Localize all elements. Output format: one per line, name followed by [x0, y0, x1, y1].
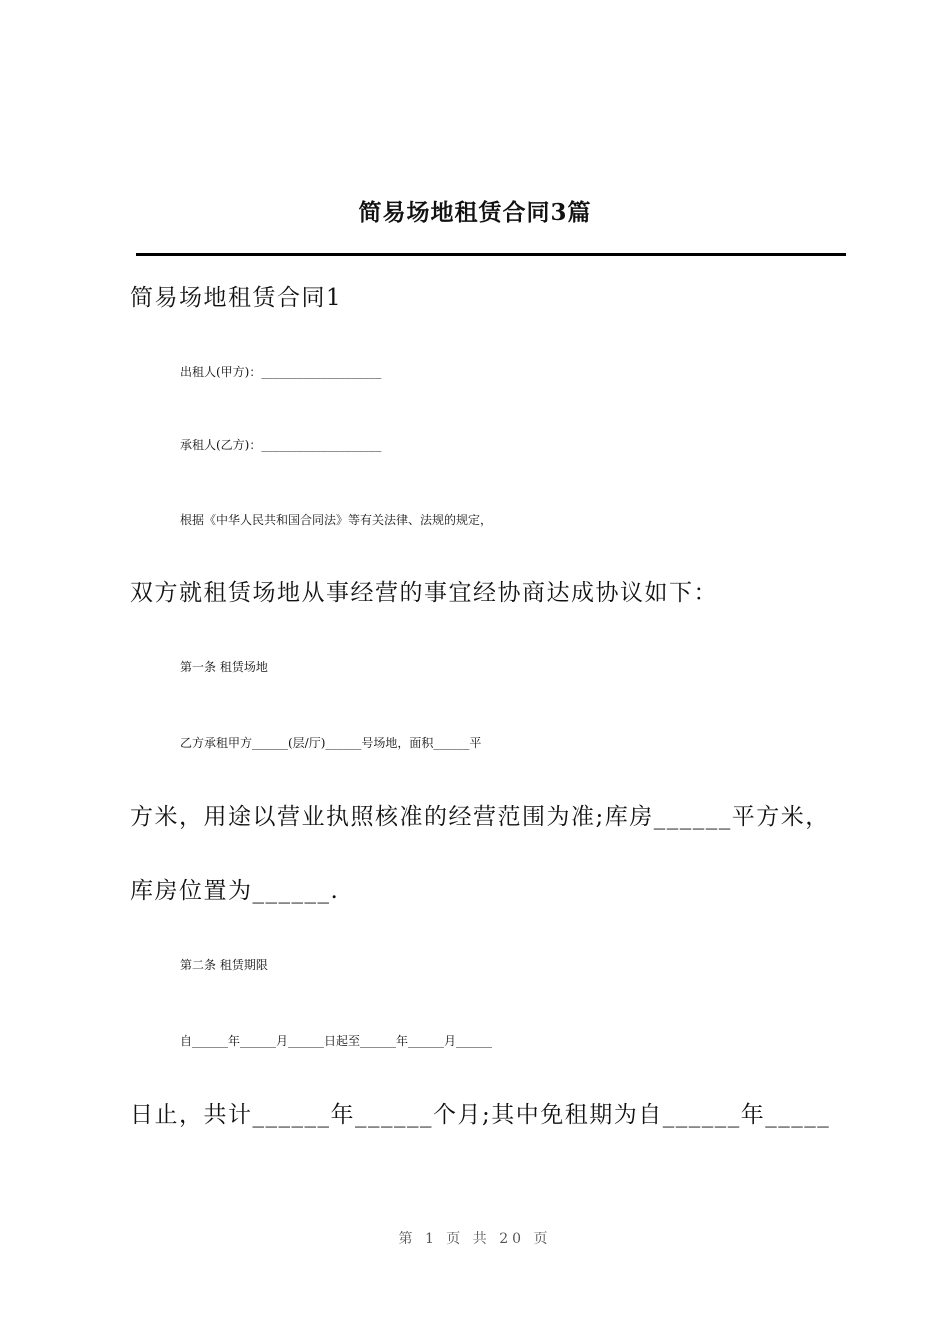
paragraph-line: 自______年______月______日起至______年______月______ — [180, 1034, 493, 1048]
article-heading: 第一条 租赁场地 — [180, 660, 268, 674]
lessor-line: 出租人(甲方)：____________________ — [180, 365, 382, 379]
lessee-line: 承租人(乙方)：____________________ — [180, 438, 382, 452]
article-heading: 第二条 租赁期限 — [180, 958, 268, 972]
page-number-footer: 第 1 页 共 20 页 — [398, 1231, 552, 1247]
section-heading: 简易场地租赁合同1 — [130, 285, 343, 311]
paragraph-line: 方米，用途以营业执照核准的经营范围为准;库房______平方米， — [130, 804, 830, 830]
paragraph-line: 库房位置为______. — [130, 878, 340, 904]
title-divider — [136, 253, 846, 256]
paragraph-line: 日止，共计______年______个月;其中免租期为自______年_____ — [130, 1102, 831, 1128]
paragraph-line: 根据《中华人民共和国合同法》等有关法律、法规的规定， — [180, 513, 493, 527]
paragraph-line: 乙方承租甲方______(层/厅)______号场地，面积______平 — [180, 736, 482, 750]
document-title: 简易场地租赁合同3篇 — [358, 199, 592, 226]
paragraph-line: 双方就租赁场地从事经营的事宜经协商达成协议如下： — [130, 580, 718, 606]
